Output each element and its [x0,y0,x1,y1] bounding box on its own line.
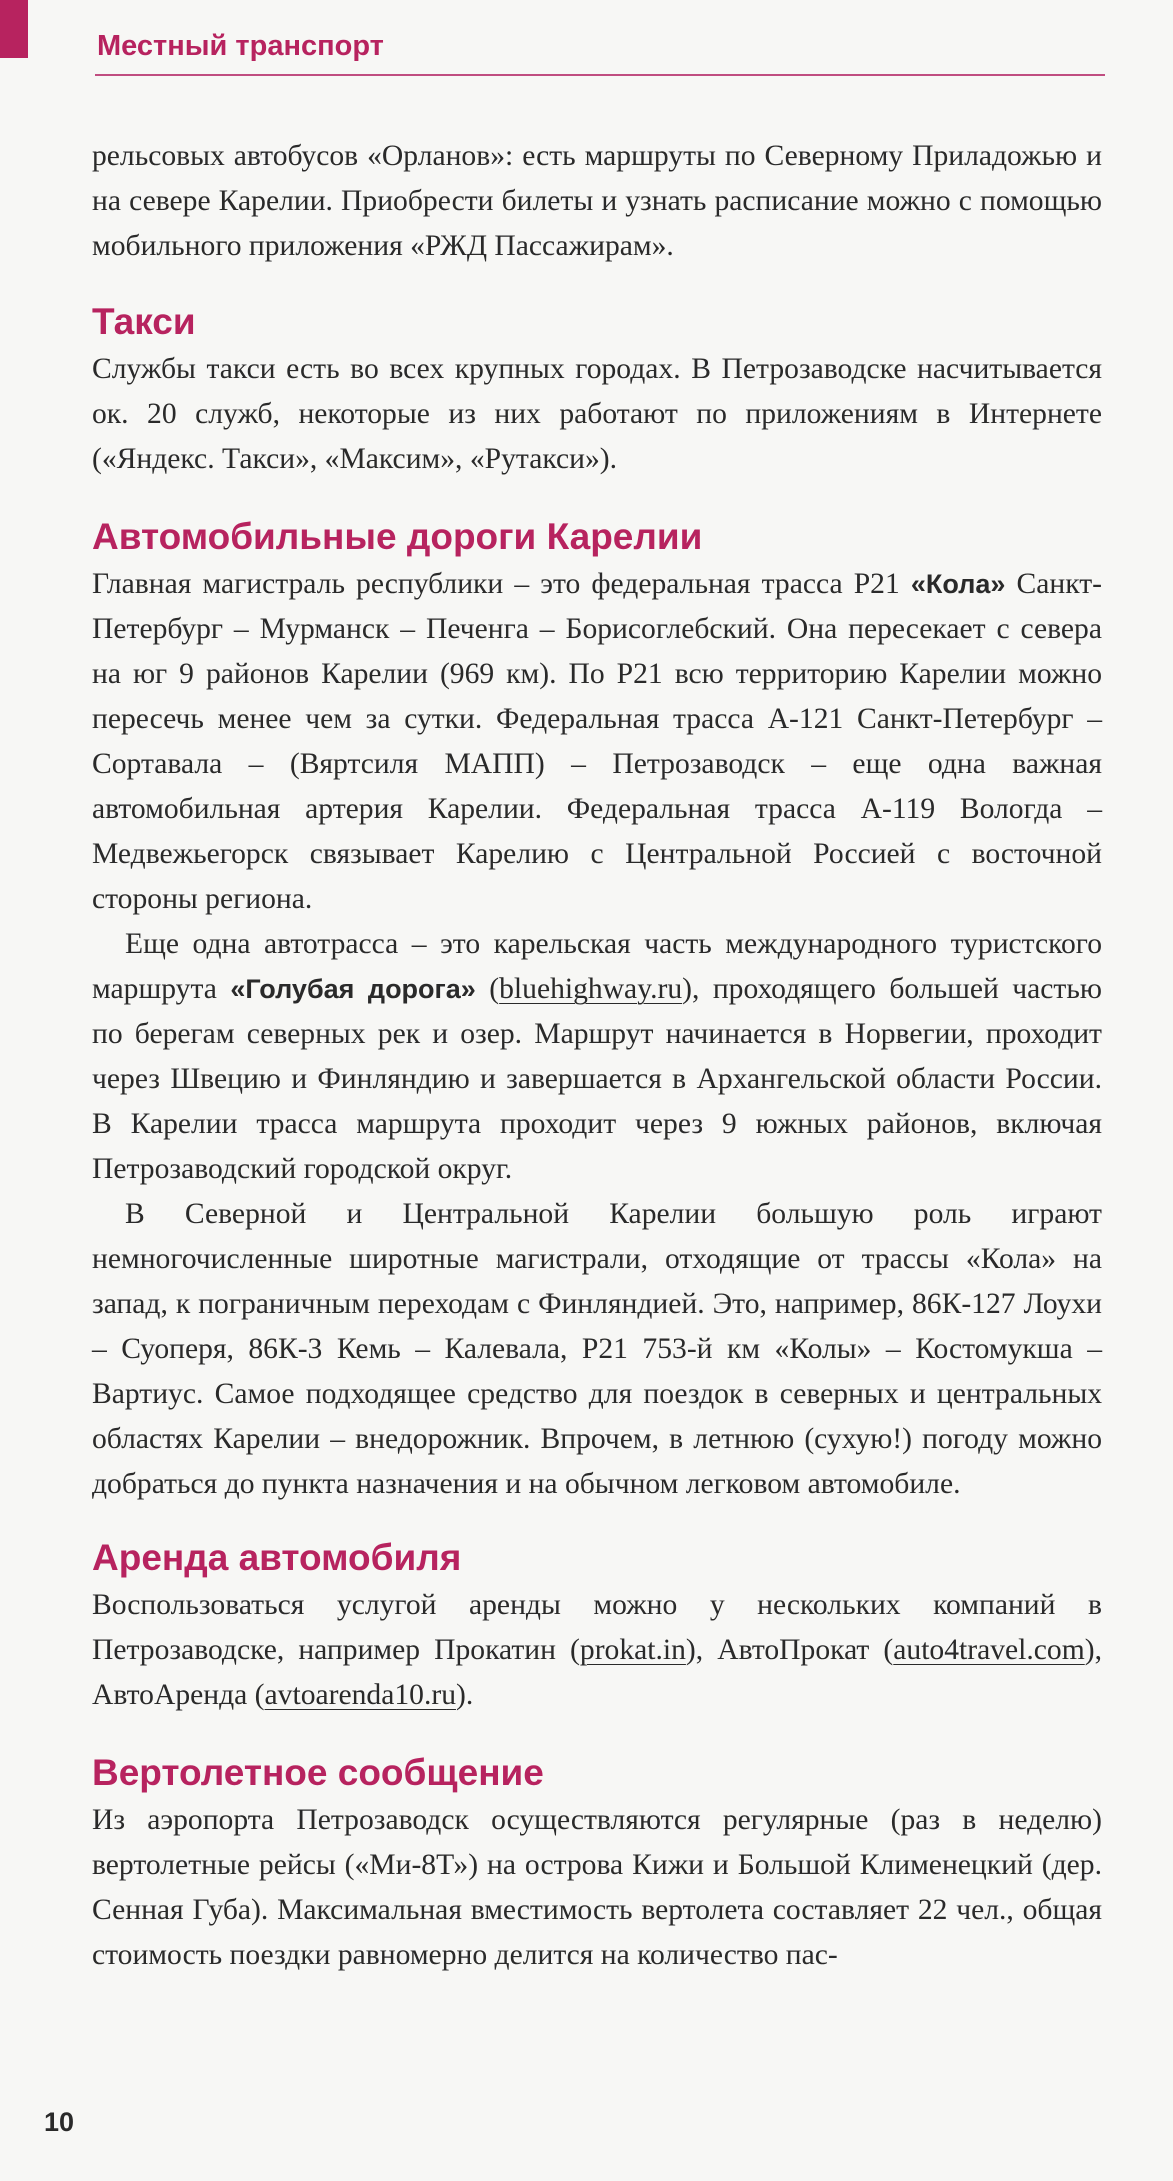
roads-p1-start: Главная магистраль республики – это федеральная трасса Р21 [92,568,900,600]
rental-text-2: ), АвтоПрокат ( [685,1634,894,1666]
section-heading-taxi: Такси [92,301,196,342]
roads-paragraph-2 [92,922,1102,1192]
paren-open: ( [489,973,500,1005]
roads-p2-rest: ), проходящего большей частью по берегам северных рек и озер. Маршрут начинается в Норвегии, проходит через Швецию и Финляндию и завершается в Архангельской области России. В Карелии трасса маршрута проходит через 9 южных районов, включая Петрозаводский городской округ. [92,973,1102,1185]
roads-paragraph-1 [92,562,1102,922]
corner-color-mark [0,0,28,58]
intro-paragraph: рельсовых автобусов «Орланов»: есть маршруты по Северному Приладожью и на севере Карелии. Приобрести билеты и узнать расписание можно с помощью мобильного приложения «РЖД Пассажирам». [92,140,1102,262]
avtoarenda-link[interactable]: avtoarenda10.ru [264,1679,456,1711]
taxi-paragraph: Службы такси есть во всех крупных городах. В Петрозаводске насчитывается ок. 20 служб, некоторые из них работают по приложениям в Интернете («Яндекс. Такси», «Максим», «Рутакси»). [92,353,1102,475]
header-rule [95,74,1105,76]
roads-paragraph-3: В Северной и Центральной Карелии большую роль играют немногочисленные широтные магистрали, отходящие от трассы «Кола» на запад, к пограничным переходам с Финляндией. Это, например, 86К-127 Лоухи – Суоперя, 86К-3 Кемь – Калевала, Р21 753-й км «Колы» – Костомукша – Вартиус. Самое подходящее средство для поездок в северных и центральных областях Карелии – внедорожник. Впрочем, в летнюю (сухую!) погоду можно добраться до пункта назначения и на обычном легковом автомобиле. [92,1198,1102,1500]
rental-text-3: ), АвтоАренда ( [92,1634,1102,1711]
running-header: Местный транспорт [97,30,384,62]
bluehighway-link[interactable]: bluehighway.ru [499,973,683,1005]
section-heading-helicopter: Вертолетное сообщение [92,1752,544,1793]
rental-paragraph [92,1583,1102,1718]
auto4travel-link[interactable]: auto4travel.com [893,1634,1085,1666]
rental-text-1: Воспользоваться услугой аренды можно у нескольких компаний в Петрозаводске, например Прокатин ( [92,1589,1102,1666]
helicopter-paragraph: Из аэропорта Петрозаводск осуществляются регулярные (раз в неделю) вертолетные рейсы («Ми-8Т») на острова Кижи и Большой Клименецкий (дер. Сенная Губа). Максимальная вместимость вертолета составляет 22 чел., общая стоимость поездки равномерно делится на количество пас- [92,1804,1102,1971]
prokat-link[interactable]: prokat.in [579,1634,686,1666]
roads-p2-start: Еще одна автотрасса – это карельская часть международного туристского маршрута [92,928,1102,1005]
section-heading-roads: Автомобильные дороги Карелии [92,516,703,557]
roads-p1-rest: Санкт-Петербург – Мурманск – Печенга – Борисоглебский. Она пересекает с севера на юг 9 районов Карелии (969 км). По Р21 всю территорию Карелии можно пересечь менее чем за сутки. Федеральная трасса А-121 Санкт-Петербург – Сортавала – (Вяртсиля МАПП) – Петрозаводск – еще одна важная автомобильная артерия Карелии. Федеральная трасса А-119 Вологда – Медвежьегорск связывает Карелию с Центральной Россией с восточной стороны региона. [92,568,1102,915]
page-content [92,134,1102,1978]
section-heading-car-rental: Аренда автомобиля [92,1537,462,1578]
page-number: 10 [44,2107,75,2137]
highway-kola-name: «Кола» [910,569,1006,599]
rental-text-4: ). [456,1679,474,1711]
blue-road-name: «Голубая дорога» [230,974,476,1004]
